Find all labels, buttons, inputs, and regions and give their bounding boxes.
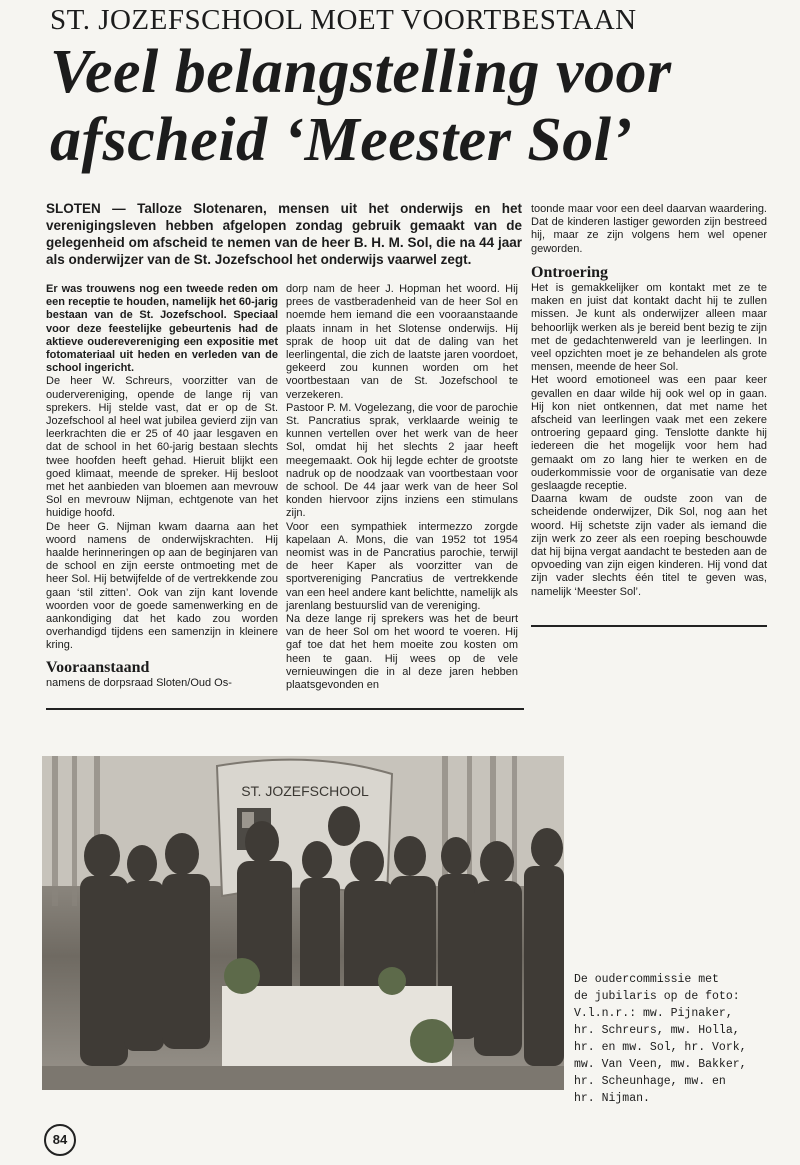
col2-paragraph-1: dorp nam de heer J. Hopman het woord. Hij prees de vastberadenheid van de heer Sol en noemde hem iemand die een vooraanstaande plaats innam in het Slotense onderwijs. Hij sprak de hoop uit dat de daling van het leerlingental, die zich de laatste jaren voordoet, gekeerd zou kunnen worden om het voortbestaan van de St. Jozefschool te verzekeren.: [286, 283, 518, 401]
banner-text: ST. JOZEFSCHOOL: [241, 783, 369, 799]
lead-text: — Talloze Slotenaren, mensen uit het onderwijs en het verenigingsleven hebben afgelopen zondag gebruik gemaakt van de gelegenheid om afscheid te nemen van de heer B. H. M. Sol, die na 44 jaar als onderwijzer van de St. Jozefschool het onderwijs vaarwel zegt.: [46, 201, 522, 267]
photo-caption: De oudercommissie met de jubilaris op de foto: V.l.n.r.: mw. Pijnaker, hr. Schreurs, mw. Holla, hr. en mw. Sol, hr. Vork, mw. Van Veen, mw. Bakker, hr. Scheunhage, mw. en hr. Nijman.: [574, 973, 747, 1105]
col1-paragraph-1: Er was trouwens nog een tweede reden om een receptie te houden, namelijk het 60-jarig bestaan van de St. Jozefschool. Speciaal voor deze feestelijke gebeurtenis had de aktieve ouderevereniging een expositie met fotomateriaal uit heden en verleden van de school ingericht.: [46, 283, 278, 375]
page-number: 84: [44, 1124, 76, 1156]
group-photo: [42, 756, 564, 1090]
overline: ST. JOZEFSCHOOL MOET VOORTBESTAAN: [50, 4, 637, 36]
col1-paragraph-3: De heer G. Nijman kwam daarna aan het woord namens de onderwijskrachten. Hij haalde herinneringen op aan de beginjaren van de school en zijn eerste ontmoeting met de heer Sol. Hij betwijfelde of de vertrekkende zou gaan ‘stil zitten’. Ook van zijn kant lovende woorden voor de goede samenwerking en de aankondiging dat het kado zou worden overhandigd tijdens een samenzijn in kleinere kring.: [46, 520, 278, 652]
col1-paragraph-4: namens de dorpsraad Sloten/Oud Os-: [46, 676, 232, 689]
headline-line-2: afscheid ‘Meester Sol’: [50, 106, 633, 174]
group-photo-illustration: [42, 756, 564, 1090]
col3-paragraph-1: toonde maar voor een deel daarvan waardering. Dat de kinderen lastiger geworden zijn bestreed hij, maar ze zijn volgens hem wel opener geworden.: [531, 203, 767, 255]
column-3: [531, 203, 767, 599]
column-3-end-rule: [531, 625, 767, 627]
col3-paragraph-3: Het woord emotioneel was een paar keer gevallen en daar wilde hij ook wel op in gaan. Hij kon niet ontkennen, dat met name het afscheid van leerlingen vaak met een zekere ontroering gepaard ging. Tenslotte dankte hij iedereen die het mogelijk voor hem had gemaakt om zo lang hier te werken en de ouderkommissie voor de organisatie van deze geslaagde receptie.: [531, 374, 767, 493]
subhead-ontroering: Ontroering: [531, 263, 609, 281]
col3-paragraph-2: Het is gemakkelijker om kontakt met ze te maken en juist dat kontakt dacht hij te zullen missen. Je kunt als onderwijzer alleen maar behoorlijk werken als je bereid bent bezig te zijn met de gedachtenwereld van je leerlingen. In veel opzichten moet je ze behandelen als grote mensen, meende de heer Sol.: [531, 282, 767, 374]
col2-paragraph-4: Na deze lange rij sprekers was het de beurt van de heer Sol om het woord te voeren. Hij gaf toe dat het hem moeite zou kosten om heen te gaan. Hij wees op de vele vernieuwingen die in al deze jaren hebben plaatsgevonden en: [286, 613, 518, 692]
column-1: [46, 283, 278, 690]
subhead-vooraanstaand: Vooraanstaand: [46, 658, 150, 676]
col2-paragraph-3: Voor een sympathiek intermezzo zorgde kapelaan A. Mons, die van 1952 tot 1954 neomist was in de Pancratius parochie, terwijl de heer Kaper als voorzitter van de sportvereniging Pancratius de vertrekkende van een heel andere kant belichtte, namelijk als jarenlang bestuurslid van de vereniging.: [286, 520, 518, 612]
lead-place: SLOTEN: [46, 201, 101, 216]
article-end-rule: [46, 708, 524, 710]
headline-line-1: Veel belangstelling voor: [50, 38, 672, 106]
col1-paragraph-2: De heer W. Schreurs, voorzitter van de oudervereniging, opende de lange rij van sprekers. Hij stelde vast, dat er op de St. Jozefschool al heel wat jubilea gevierd zijn van leerkrachten die er 25 of 40 jaar lesgaven en dat de school in het 60-jarig bestaan slechts twee hoofden heeft gehad. Hieruit blijkt een goed klimaat, meende de spreker. Hij besloot met het aanbieden van bloemen aan mevrouw Sol en mevrouw Nijman, echtgenote van het huidige hoofd.: [46, 375, 278, 520]
col2-paragraph-2: Pastoor P. M. Vogelezang, die voor de parochie St. Pancratius sprak, verklaarde weinig te kunnen vertellen over het werk van de heer Sol, omdat hij het slechts 2 jaar heeft meegemaakt. Ook hij legde echter de grootste nadruk op de noodzaak van voortbestaan voor de school. De 44 jaar werk van de heer Sol konden hiervoor zijns inziens een stimulans zijn.: [286, 401, 518, 520]
column-2: [286, 283, 518, 692]
headline: [50, 38, 770, 174]
lead-paragraph: [46, 200, 522, 268]
col3-paragraph-4: Daarna kwam de oudste zoon van de scheidende onderwijzer, Dik Sol, nog aan het woord. Hij schetste zijn vader als iemand die zijn werk zo zeer als een roeping beschouwde dat hij bijna vergat aandacht te besteden aan de opvoeding van zijn eigen kinderen. Hij vond dat zijn vader slechts één titel te geven was, namelijk ‘Meester Sol’.: [531, 493, 767, 598]
